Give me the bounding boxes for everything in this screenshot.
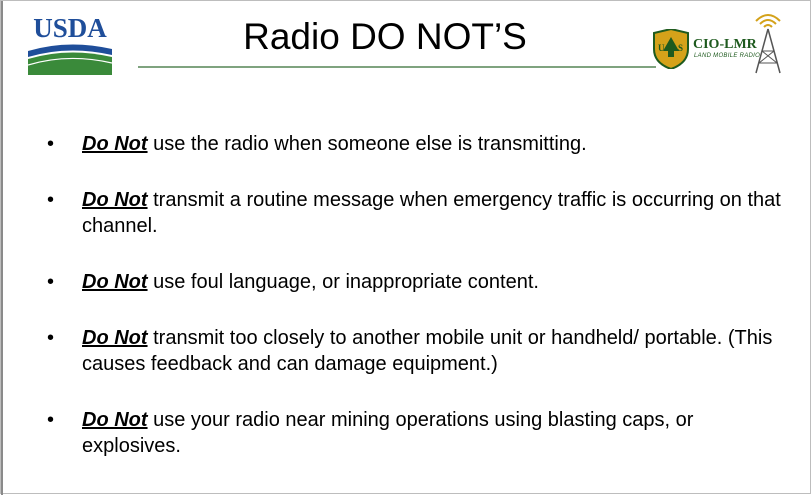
list-item-text: use your radio near mining operations using blasting caps, or explosives. bbox=[82, 409, 694, 457]
left-edge-rule bbox=[1, 1, 3, 495]
list-item-lead: Do Not bbox=[82, 327, 148, 349]
list-item-text: transmit too closely to another mobile unit or handheld/ portable. (This causes feedback and can damage equipment.) bbox=[82, 327, 773, 375]
list-item-text: use foul language, or inappropriate content. bbox=[147, 271, 539, 293]
bullet-icon: • bbox=[47, 133, 55, 155]
radio-tower-icon bbox=[748, 11, 788, 75]
svg-text:U: U bbox=[658, 43, 665, 53]
list-item bbox=[41, 269, 781, 295]
list-item-lead: Do Not bbox=[82, 271, 148, 293]
title-underline bbox=[138, 66, 656, 68]
list-item-text: use the radio when someone else is transmitting. bbox=[147, 133, 587, 155]
list-item-lead: Do Not bbox=[82, 189, 148, 211]
cio-lmr-logo-text: CIO-LMR bbox=[693, 37, 757, 52]
usda-logo bbox=[28, 13, 112, 75]
usda-logo-swoosh-icon bbox=[28, 41, 112, 75]
bullet-list bbox=[41, 131, 781, 489]
cio-lmr-logo-subtext: LAND MOBILE RADIO bbox=[694, 53, 761, 59]
bullet-icon: • bbox=[47, 189, 55, 211]
usda-logo-text: USDA bbox=[33, 13, 107, 43]
forest-service-shield-icon bbox=[652, 29, 690, 69]
list-item-lead: Do Not bbox=[82, 409, 148, 431]
list-item-text: transmit a routine message when emergency traffic is occurring on that channel. bbox=[82, 189, 781, 237]
list-item-lead: Do Not bbox=[82, 133, 148, 155]
list-item bbox=[41, 131, 781, 157]
svg-text:S: S bbox=[678, 43, 684, 53]
cio-lmr-logo bbox=[652, 9, 792, 75]
bullet-icon: • bbox=[47, 409, 55, 431]
page-title: Radio DO NOT’S bbox=[243, 16, 527, 57]
bullet-icon: • bbox=[47, 327, 55, 349]
bullet-icon: • bbox=[47, 271, 55, 293]
list-item bbox=[41, 325, 781, 377]
list-item bbox=[41, 407, 781, 459]
list-item bbox=[41, 187, 781, 239]
